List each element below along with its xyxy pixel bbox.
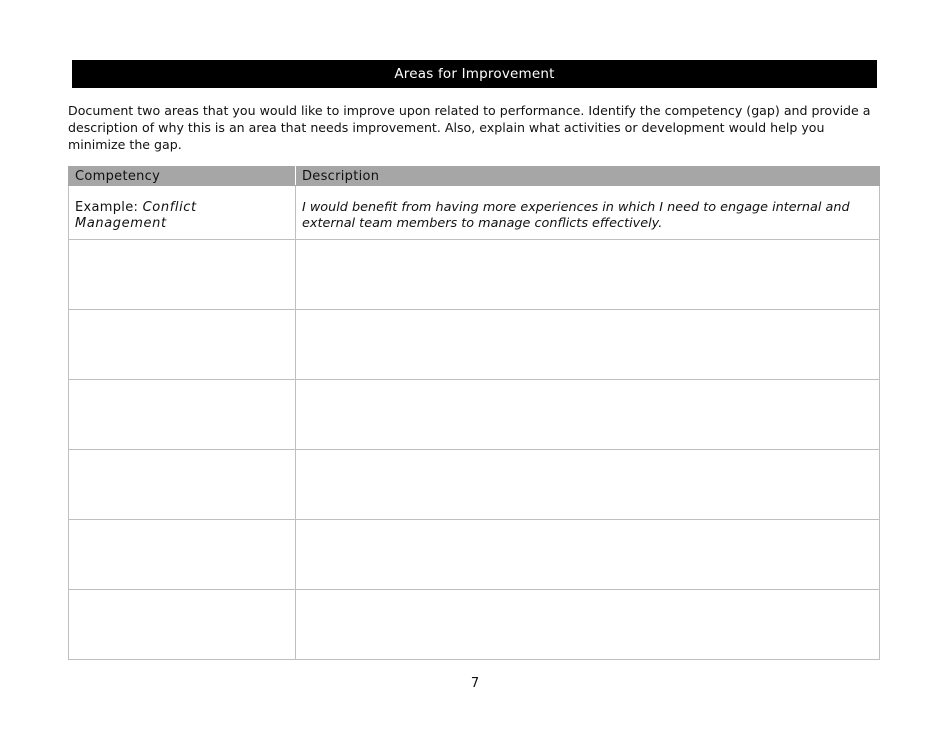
table-row	[69, 590, 880, 660]
competency-cell[interactable]	[69, 520, 296, 590]
table-row	[69, 380, 880, 450]
description-cell[interactable]	[296, 240, 880, 310]
table-row	[69, 240, 880, 310]
improvement-table	[68, 166, 880, 660]
page-number: 7	[470, 676, 480, 691]
example-competency-cell	[69, 186, 296, 240]
description-cell[interactable]	[296, 520, 880, 590]
table-row	[69, 450, 880, 520]
example-description: I would benefit from having more experiences in which I need to engage internal and external team members to manage conflicts effectively.	[302, 200, 850, 231]
competency-cell[interactable]	[69, 240, 296, 310]
example-row	[69, 186, 880, 240]
table-row	[69, 310, 880, 380]
competency-cell[interactable]	[69, 310, 296, 380]
description-cell[interactable]	[296, 380, 880, 450]
competency-cell[interactable]	[69, 450, 296, 520]
table-header-row	[69, 167, 880, 186]
example-description-cell	[296, 186, 880, 240]
section-title: Areas for Improvement	[72, 60, 877, 88]
description-cell[interactable]	[296, 590, 880, 660]
example-competency: Conflict Management	[75, 200, 197, 231]
example-prefix: Example:	[75, 200, 143, 215]
description-cell[interactable]	[296, 310, 880, 380]
description-cell[interactable]	[296, 450, 880, 520]
table-row	[69, 520, 880, 590]
instructions-text: Document two areas that you would like to improve upon related to performance. Identify the competency (gap) and provide a description of why this is an area that needs improvement. Also, explain what activities or development would help you minimize the gap.	[68, 103, 871, 152]
competency-cell[interactable]	[69, 380, 296, 450]
competency-cell[interactable]	[69, 590, 296, 660]
description-header: Description	[296, 167, 880, 186]
competency-header: Competency	[69, 167, 296, 186]
